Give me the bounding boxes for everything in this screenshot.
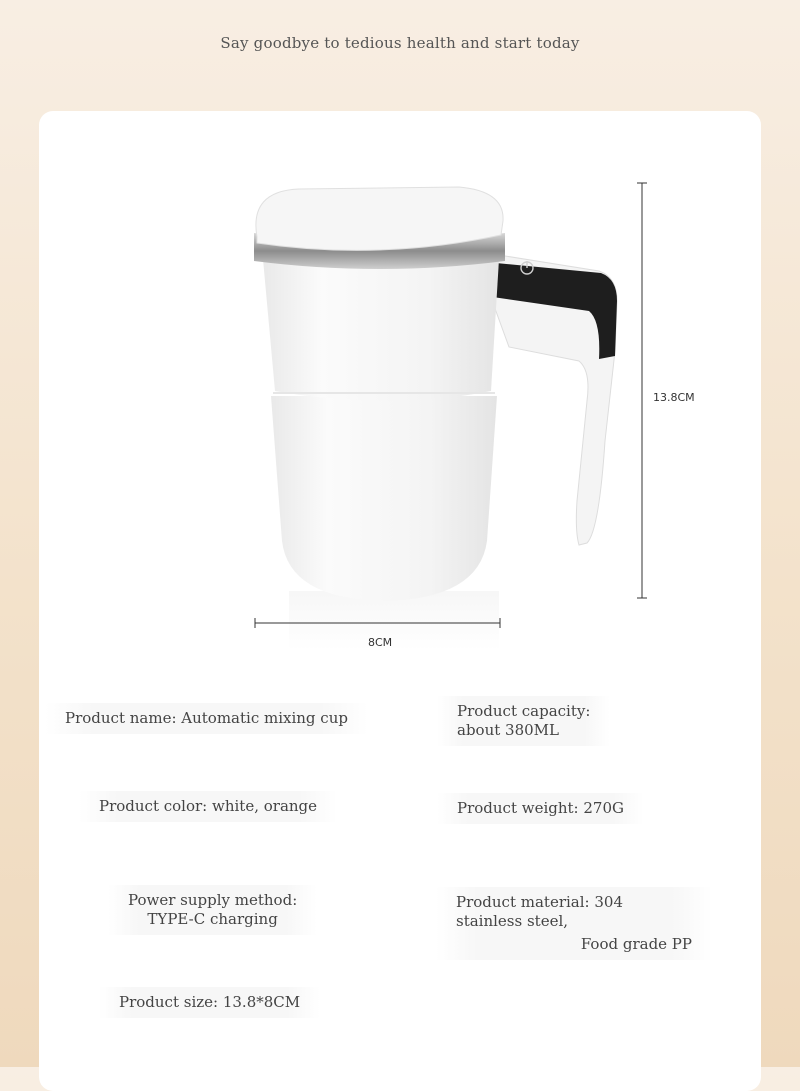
spec-product-name: Product name: Automatic mixing cup <box>45 703 368 734</box>
height-dimension-line <box>637 183 647 598</box>
spec-power-supply <box>108 885 317 935</box>
spec-capacity-value: about 380ML <box>457 721 559 739</box>
product-card <box>39 111 761 1091</box>
spec-product-material <box>436 887 712 960</box>
spec-product-color: Product color: white, orange <box>79 791 337 822</box>
spec-capacity-label: Product capacity: <box>457 702 591 720</box>
cup-body-lower <box>271 396 497 601</box>
spec-material-line3: Food grade PP <box>580 935 692 953</box>
page-tagline: Say goodbye to tedious health and start today <box>220 34 580 52</box>
width-label: 8CM <box>368 636 393 649</box>
height-label: 13.8CM <box>653 391 695 404</box>
cup-body-upper <box>263 259 499 401</box>
spec-material-line2: stainless steel, <box>456 912 569 930</box>
spec-product-capacity <box>437 696 610 746</box>
spec-product-weight: Product weight: 270G <box>437 793 644 824</box>
spec-product-size: Product size: 13.8*8CM <box>99 987 320 1018</box>
spec-power-label: Power supply method: <box>128 891 298 909</box>
cup-lid <box>256 187 503 250</box>
spec-power-value: TYPE-C charging <box>147 910 278 928</box>
spec-material-line1: Product material: 304 <box>456 893 623 911</box>
